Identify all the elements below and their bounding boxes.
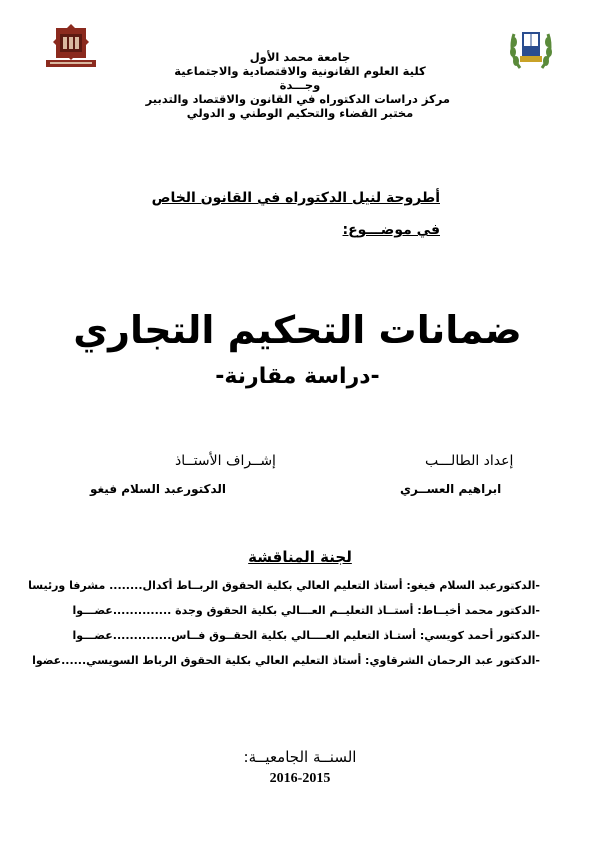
committee-member: -الدكتور محمد أخيــاط: أستــاذ التعليــم العـــالي بكلية الحقوق وجدة ..............عضـــوا (72, 604, 540, 617)
thesis-subtitle: -دراسة مقارنة- (215, 364, 380, 389)
committee-member: -الدكتور أحمد كويسي: أستـاذ التعليم العــــالي بكلية الحقــوق فــاس..............عضـــوا (72, 629, 540, 642)
supervisor-label: إشــراف الأستــاذ (175, 453, 276, 469)
doctoral-center-name: مركز دراسات الدكتوراه في القانون والاقتصاد والتدبير (145, 92, 450, 106)
committee-member: -الدكتورعبد السلام فيغو: أستاذ التعليم العالي بكلية الحقوق الربــاط أكدال........ مشرفا ورئيسا (28, 579, 540, 592)
committee-members-list (28, 573, 540, 673)
topic-label (150, 222, 440, 238)
thesis-title: ضمانات التحكيم التجاري (73, 308, 522, 352)
committee-title-text: لجنة المناقشة (248, 548, 352, 566)
lab-name: مختبر القضاء والتحكيم الوطني و الدولي (186, 106, 414, 120)
thesis-heading-text: أطروحة لنيل الدكتوراه في القانون الخاص (151, 190, 440, 206)
student-label: إعداد الطالـــب (425, 453, 514, 469)
academic-year-value: 2016-2015 (269, 771, 331, 786)
thesis-heading (150, 190, 440, 206)
committee-title (150, 548, 450, 566)
faculty-name: كلية العلوم القانونية والاقتصادية والاجتماعية (174, 64, 426, 78)
faculty-emblem-logo (506, 24, 556, 74)
university-seal-logo (42, 22, 100, 70)
supervisor-name: الدكتورعبد السلام فيغو (90, 482, 227, 496)
committee-member: -الدكتور عبد الرحمان الشرقاوي: أستاذ التعليم العالي بكلية الحقوق الرباط السويسي......عضوا (32, 654, 540, 667)
topic-label-text: في موضـــوع: (342, 222, 440, 238)
institution-header (145, 50, 450, 120)
student-name: ابراهيم العســري (400, 482, 502, 496)
academic-year-label: السنــة الجامعيــة: (243, 748, 357, 766)
university-name: جامعة محمد الأول (249, 50, 351, 64)
city-name: وجـــدة (279, 78, 321, 92)
